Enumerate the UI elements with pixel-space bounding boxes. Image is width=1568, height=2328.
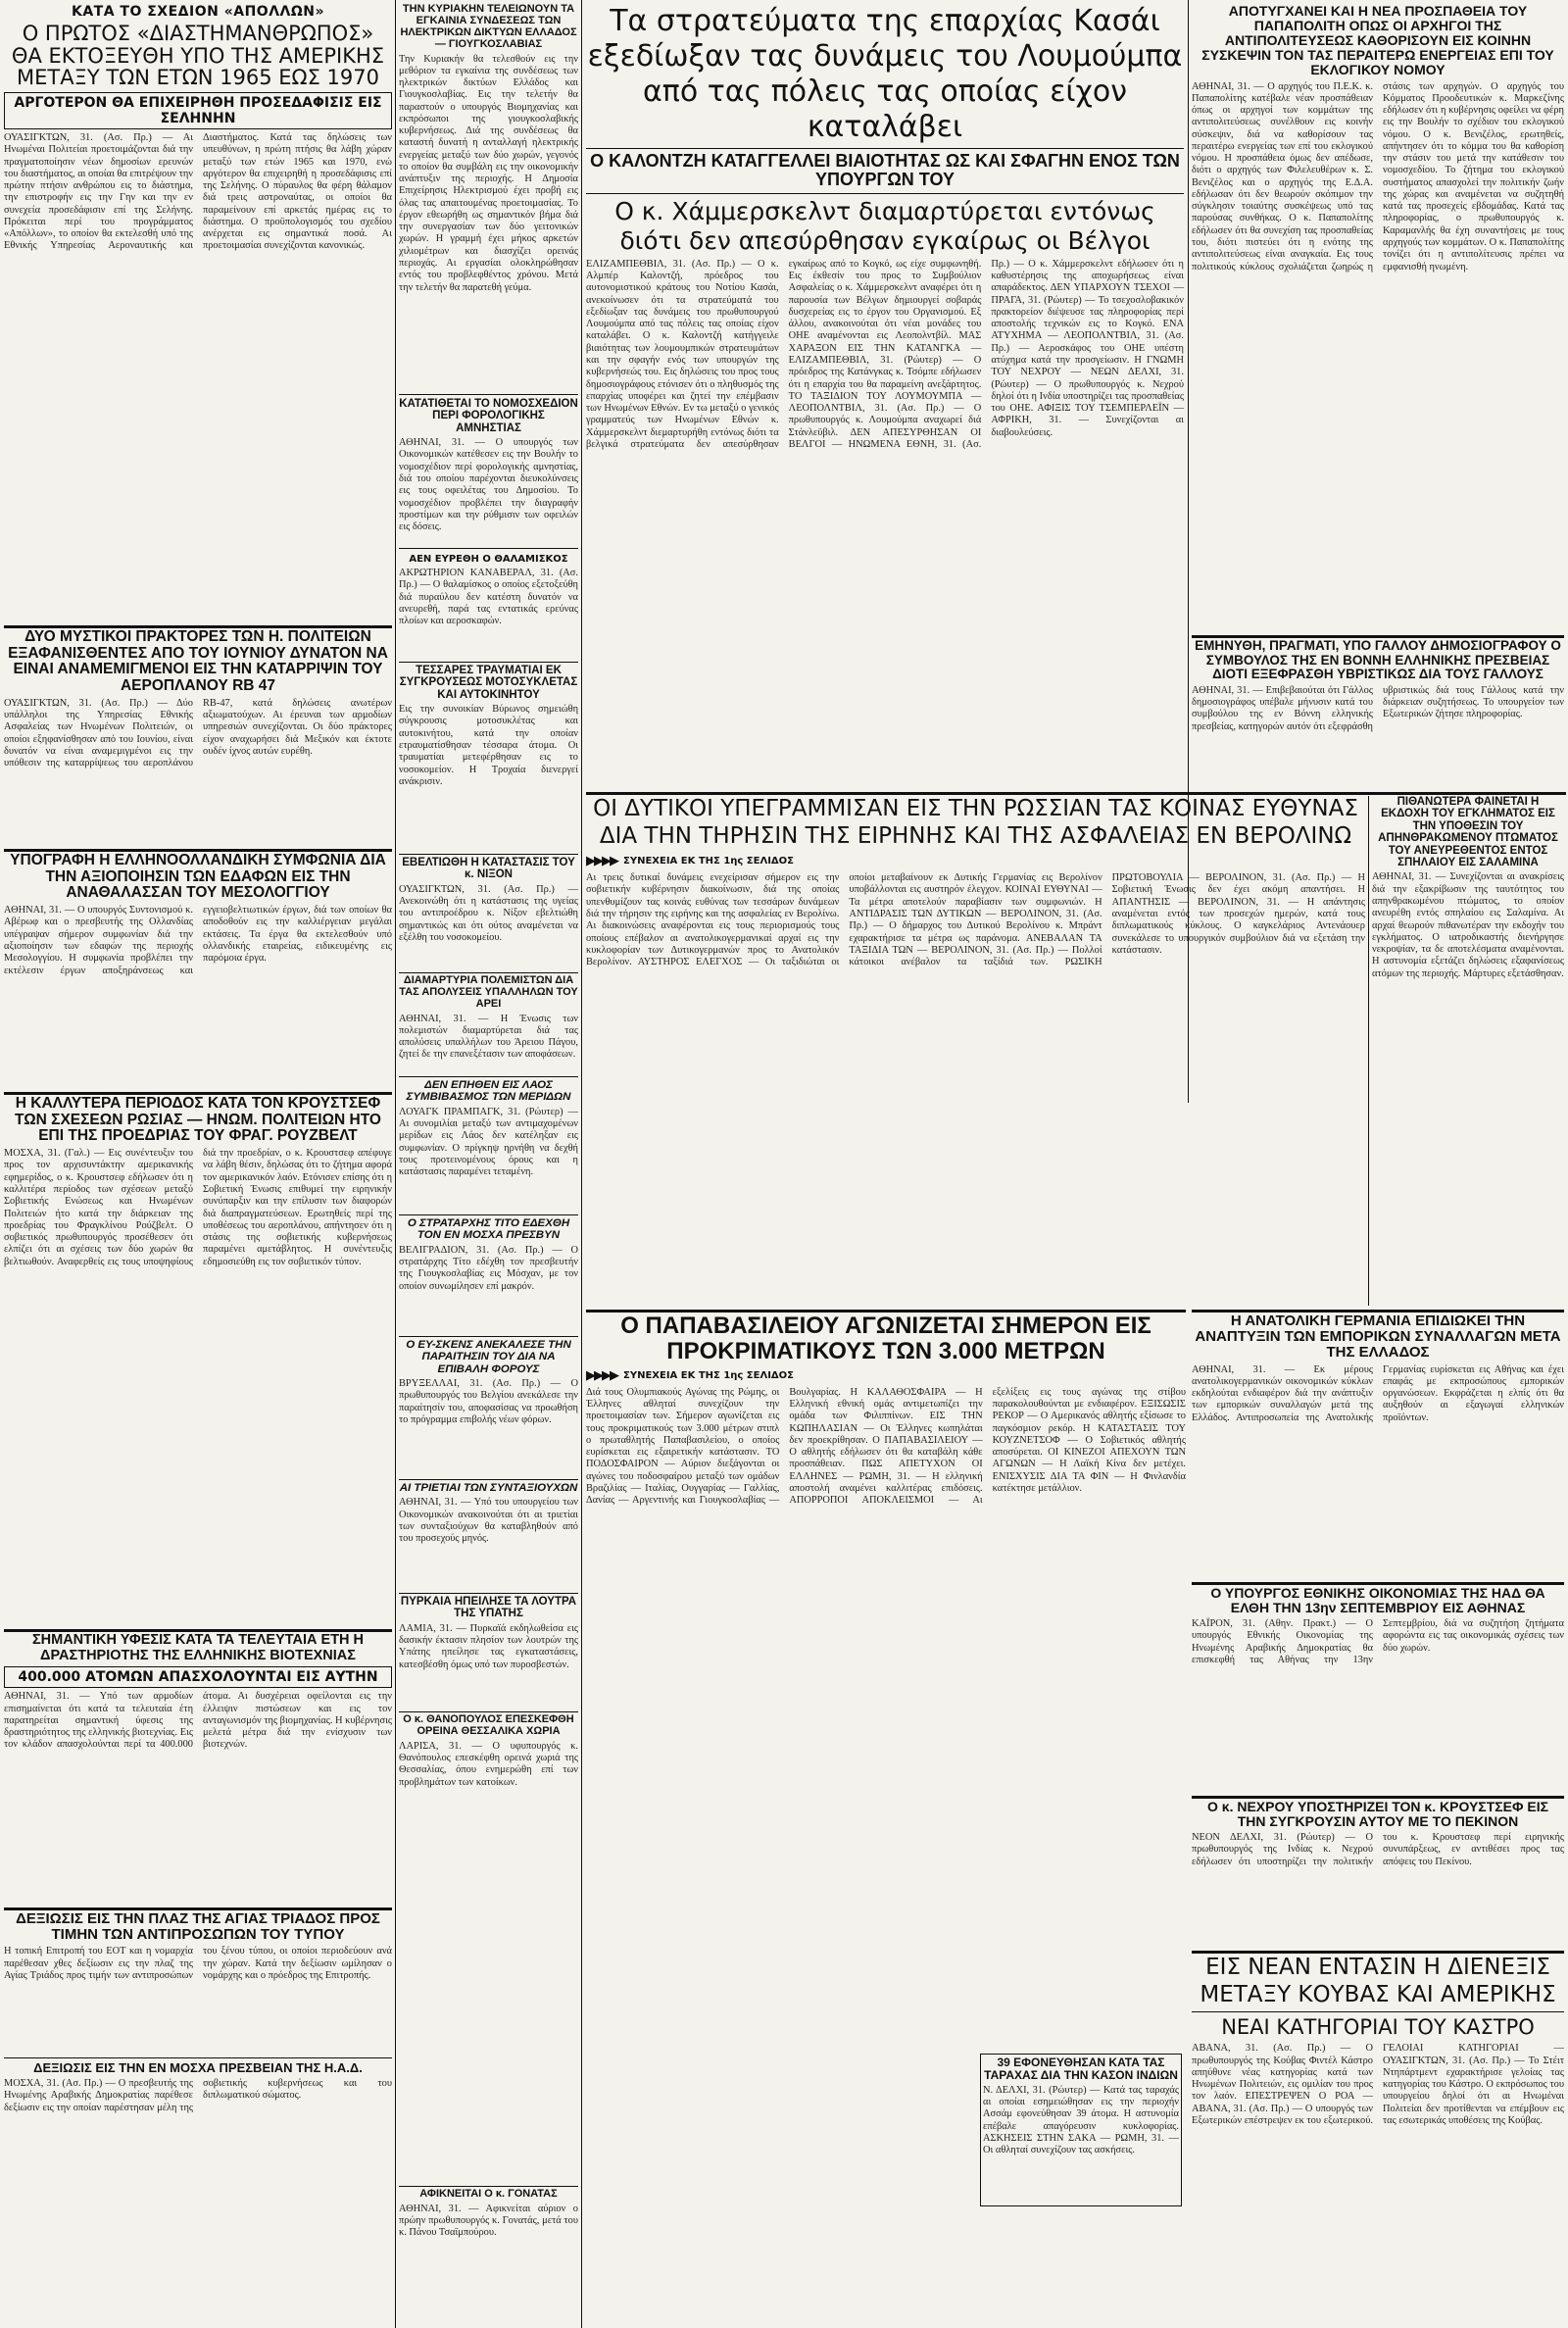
article-headline: ΕΒΕΛΤΙΩΘΗ Η ΚΑΤΑΣΤΑΣΙΣ ΤΟΥ κ. ΝΙΞΟΝ (402, 857, 575, 881)
article-headline: ΟΙ ΔΥΤΙΚΟΙ ΥΠΕΓΡΑΜΜΙΣΑΝ ΕΙΣ ΤΗΝ ΡΩΣΣΙΑΝ ΤΑΣ ΚΟΙΝΑΣ ΕΥΘΥΝΑΣ ΔΙΑ ΤΗΝ ΤΗΡΗΣΙΝ ΤΗΣ ΕΙΡΗΝΗΣ ΚΑΙ ΤΗΣ ΑΣΦΑΛΕΙΑΣ ΕΝ ΒΕΡΟΛΙΝΩ (593, 796, 1358, 849)
article-body: ΝΕΟΝ ΔΕΛΧΙ, 31. (Ρώυτερ) — Ο πρωθυπουργός της Ινδίας κ. Νεχρού εδήλωσεν ότι υποστηρίζει την πολιτικήν του κ. Κρουστσεφ περί ειρηνικής συνυπάρξεως, εν αντιθέσει προς τας απόψεις του Πεκίνου. (1192, 1832, 1564, 1867)
divider (4, 625, 392, 628)
article-body: ΜΟΣΧΑ, 31. (Ασ. Πρ.) — Ο πρεσβευτής της Ηνωμένης Αραβικής Δημοκρατίας παρέθεσε δεξίωσιν εις την οποίαν παρέστησαν μέλη της σοβιετικής κυβερνήσεως και του διπλωματικού σώματος. (4, 2078, 392, 2113)
article-headline: ΔΙΑΜΑΡΤΥΡΙΑ ΠΟΛΕΜΙΣΤΩΝ ΔΙΑ ΤΑΣ ΑΠΟΛΥΣΕΙΣ ΥΠΑΛΛΗΛΩΝ ΤΟΥ ΑΡΕΙ (399, 975, 578, 1010)
article-body: ΟΥΑΣΙΓΚΤΩΝ, 31. (Ασ. Πρ.) — Ανεκοινώθη ότι η κατάστασις της υγείας του αντιπροέδρου κ. Νίξον εβελτιώθη σημαντικώς και ότι ούτος αναμένεται να εξέλθη του νοσοκομείου. (399, 883, 578, 943)
article-headline: 39 ΕΦΟΝΕΥΘΗΣΑΝ ΚΑΤΑ ΤΑΣ ΤΑΡΑΧΑΣ ΔΙΑ ΤΗΝ ΚΑΣΟΝ ΙΝΔΙΩΝ (984, 2056, 1178, 2082)
article-power-grid (399, 4, 578, 391)
article-headline: Ο ΠΡΩΤΟΣ «ΔΙΑΣΤΗΜΑΝΘΡΩΠΟΣ» ΘΑ ΕΚΤΟΞΕΥΘΗ ΥΠΟ ΤΗΣ ΑΜΕΡΙΚΗΣ ΜΕΤΑΞΥ ΤΩΝ ΕΤΩΝ 1965 ΕΩΣ 1970 (11, 22, 385, 90)
article-veterans-protest (399, 975, 578, 1073)
article-papapolitis (1192, 4, 1564, 631)
article-body: Ν. ΔΕΛΧΙ, 31. (Ρώυτερ) — Κατά τας ταραχάς αι οποίαι εσημειώθησαν εις την περιοχήν Ασσάμ εφονεύθησαν 39 άτομα. Η αστυνομία επέβαλε απαγόρευσιν κυκλοφορίας. ΑΣΚΗΣΕΙΣ ΣΤΗΝ ΣΑΚΑ — ΡΩΜΗ, 31. — Οι αθληταί συνεχίζουν τας ασκήσεις. (983, 2084, 1179, 2156)
article-body: ΑΘΗΝΑΙ, 31. — Υπό των αρμοδίων επισημαίνεται ότι κατά τα τελευταία έτη παρατηρείται σημαντική ύφεσις της δραστηριότητος της ελληνικής βιοτεχνίας. Εις τον κλάδον απασχολούνται περί τα 400.000 άτομα. Αι δυσχέρειαι οφείλονται εις την έλλειψιν πιστώσεων και εις τον ανταγωνισμόν της βιομηχανίας. Η κυβέρνησις μελετά μέτρα διά την ενίσχυσιν των βιοτεχνών. (4, 1691, 392, 1751)
article-headline: Ο ΥΠΟΥΡΓΟΣ ΕΘΝΙΚΗΣ ΟΙΚΟΝΟΜΙΑΣ ΤΗΣ ΗΑΔ ΘΑ ΕΛΘΗ ΤΗΝ 13ην ΣΕΠΤΕΜΒΡΙΟΥ ΕΙΣ ΑΘΗΝΑΣ (1210, 1586, 1545, 1616)
divider (586, 193, 1184, 194)
article-headline: ΠΥΡΚΑΪΑ ΗΠΕΙΛΗΣΕ ΤΑ ΛΟΥΤΡΑ ΤΗΣ ΥΠΑΤΗΣ (400, 1596, 577, 1620)
divider (399, 1593, 578, 1594)
divider (1192, 1796, 1564, 1799)
article-headline: Η ΚΑΛΛΥΤΕΡΑ ΠΕΡΙΟΔΟΣ ΚΑΤΑ ΤΟΝ ΚΡΟΥΣΤΣΕΦ ΤΩΝ ΣΧΕΣΕΩΝ ΡΩΣΙΑΣ — ΗΝΩΜ. ΠΟΛΙΤΕΙΩΝ ΗΤΟ ΕΠΙ ΤΗΣ ΠΡΟΕΔΡΙΑΣ ΤΟΥ ΦΡΑΓ. ΡΟΥΖΒΕΛΤ (15, 1096, 381, 1145)
article-subheadline: ΑΡΓΟΤΕΡΟΝ ΘΑ ΕΠΙΧΕΙΡΗΘΗ ΠΡΟΣΕΔΑΦΙΣΙΣ ΕΙΣ ΣΕΛΗΝΗΝ (4, 92, 392, 129)
divider (1192, 1310, 1564, 1313)
article-bonn-embassy (1192, 639, 1564, 786)
article-body: ΑΘΗΝΑΙ, 31. — Ο υπουργός των Οικονομικών κατέθεσεν εις την Βουλήν το νομοσχέδιον περί φορολογικής αμνηστίας, διά του οποίου παρέχονται διευκολύνσεις εις τους οφειλέτας του Δημοσίου. Το νομοσχέδιον προβλέπει την διαγραφήν προστίμων και την ρύθμισιν των οφειλών εις δόσεις. (399, 437, 578, 533)
divider (586, 1310, 1186, 1313)
divider (399, 662, 578, 663)
article-headline: ΑΦΙΚΝΕΙΤΑΙ Ο κ. ΓΟΝΑΤΑΣ (419, 2189, 558, 2200)
divider (399, 1479, 578, 1480)
article-headline: ΔΥΟ ΜΥΣΤΙΚΟΙ ΠΡΑΚΤΟΡΕΣ ΤΩΝ Η. ΠΟΛΙΤΕΙΩΝ ΕΞΑΦΑΝΙΣΘΕΝΤΕΣ ΑΠΟ ΤΟΥ ΙΟΥΝΙΟΥ ΔΥΝΑΤΟΝ ΝΑ ΕΙΝΑΙ ΑΝΑΜΕΜΙΓΜΕΝΟΙ ΕΙΣ ΤΗΝ ΚΑΤΑΡΡΙΨΙΝ ΤΟΥ ΑΕΡΟΠΛΑΝΟΥ RB 47 (8, 629, 388, 695)
article-headline: ΕΜΗΝΥΘΗ, ΠΡΑΓΜΑΤΙ, ΥΠΟ ΓΑΛΛΟΥ ΔΗΜΟΣΙΟΓΡΑΦΟΥ Ο ΣΥΜΒΟΥΛΟΣ ΤΗΣ ΕΝ ΒΟΝΝΗ ΕΛΛΗΝΙΚΗΣ ΠΡΕΣΒΕΙΑΣ ΔΙΟΤΙ ΕΞΕΦΡΑΣΘΗ ΥΒΡΙΣΤΙΚΩΣ ΔΙΑ ΤΟΥΣ ΓΑΛΛΟΥΣ (1195, 639, 1561, 682)
article-laos (399, 1079, 578, 1212)
article-body: ΕΛΙΖΑΜΠΕΘΒΙΛ, 31. (Ασ. Πρ.) — Ο κ. Αλμπέρ Καλοντζή, πρόεδρος του αυτονομιστικού κράτους του Νοτίου Κασάι, ανεκοίνωσεν ότι τα στρατεύματά του εξεδίωξαν τας δυνάμεις του πρωθυπουργού Λουμούμπα από τας πόλεις τας οποίας είχον καταλάβει. Ο κ. Καλοντζή κατήγγειλε βιαιότητας των λουμουμπικών στρατευμάτων και την σφαγήν ενός των υπουργών της κυβερνήσεώς του. Εις δηλώσεις του προς τους δημοσιογράφους ετόνισεν ότι ο πληθυσμός της επαρχίας υποφέρει και ζητεί την επέμβασιν των Ηνωμένων Εθνών. Εν τω μεταξύ ο γενικός γραμματεύς των Ηνωμένων Εθνών κ. Χάμμερσκελντ διεμαρτυρήθη εντόνως διότι τα βελγικά στρατεύματα δεν απεσύρθησαν εγκαίρως από το Κογκό, ως είχε συμφωνηθή. Εις έκθεσίν του προς το Συμβούλιον Ασφαλείας ο κ. Χάμμερσκελντ αναφέρει ότι η παρουσία των Βέλγων δημιουργεί σοβαράς δυσχερείας εις το έργον του Οργανισμού. Εξ άλλου, ανακοινούται ότι νέαι μονάδες του ΟΗΕ αναμένονται εις Λεοπολντβίλ. ΜΑΣ ΧΑΡΑΞΟΝ ΕΙΣ ΤΗΝ ΚΑΤΑΝΓΚΑ — ΕΛΙΖΑΜΠΕΘΒΙΛ, 31. (Ρώυτερ) — Ο πρόεδρος της Κατάνγκας κ. Τσόμπε εδήλωσεν ότι η επαρχία του θα παραμείνη ανεξάρτητος. ΤΟ ΤΑΞΙΔΙΟΝ ΤΟΥ ΛΟΥΜΟΥΜΠΑ — ΛΕΟΠΟΛΝΤΒΙΛ, 31. (Ασ. Πρ.) — Ο πρωθυπουργός κ. Λουμούμπα αναχωρεί διά Στάνλεϋβιλ. ΔΕΝ ΑΠΕΣΥΡΘΗΣΑΝ ΟΙ ΒΕΛΓΟΙ — ΗΝΩΜΕΝΑ ΕΘΝΗ, 31. (Ασ. Πρ.) — Ο κ. Χάμμερσκελντ εδήλωσεν ότι η καθυστέρησις της αποχωρήσεως είναι απαράδεκτος. ΔΕΝ ΥΠΑΡΧΟΥΝ ΤΣΕΧΟΙ — ΠΡΑΓΑ, 31. (Ρώυτερ) — Το τσεχοσλοβακικόν πρακτορείον διέψευσε τας πληροφορίας περί αποστολής τεχνικών εις το Κογκό. ΕΝΑ ΑΤΥΧΗΜΑ — ΛΕΟΠΟΛΝΤΒΙΛ, 31. (Ασ. Πρ.) — Αεροσκάφος του ΟΗΕ υπέστη ατύχημα κατά την προσγείωσιν. Η ΓΝΩΜΗ ΤΟΥ ΝΕΧΡΟΥ — ΝΕΩΝ ΔΕΛΧΙ, 31. (Ρώυτερ) — Ο πρωθυπουργός κ. Νεχρού δηλοί ότι η Ινδία υποστηρίζει τας προσπαθείας του ΟΗΕ. ΑΦΙΞΙΣ ΤΟΥ ΤΣΕΜΠΕΡΛΕΪΝ — ΑΦΡΙΚΗ, 31. — Συνεχίζονται αι διαβουλεύσεις. (586, 258, 1184, 450)
divider (4, 1629, 392, 1632)
divider (586, 148, 1184, 149)
article-eyskens (399, 1339, 578, 1476)
article-body: ΑΒΑΝΑ, 31. (Ασ. Πρ.) — Ο πρωθυπουργός της Κούβας Φιντέλ Κάστρο απηύθυνε νέας κατηγορίας κατά των Ηνωμένων Πολιτειών, εις ομιλίαν του προς τον λαόν. ΕΠΕΣΤΡΕΨΕΝ Ο ΡΟΑ — ΑΒΑΝΑ, 31. (Ασ. Πρ.) — Ο υπουργός των Εξωτερικών επέστρεψεν εκ του εξωτερικού. ΓΕΛΟΙΑΙ ΚΑΤΗΓΟΡΙΑΙ — ΟΥΑΣΙΓΚΤΩΝ, 31. (Ασ. Πρ.) — Το Στέιτ Ντηπάρτμεντ εχαρακτήρισε γελοίας τας κατηγορίας του Κάστρο. Ο εκπρόσωπος του υπουργείου δηλοί ότι αι Ηνωμέναι Πολιτείαι δεν προτίθενται να επέμβουν εις τας εσωτερικάς υποθέσεις της Κούβας. (1192, 2043, 1564, 2126)
article-body: ΑΘΗΝΑΙ, 31. — Συνεχίζονται αι ανακρίσεις διά την εξακρίβωσιν της ταυτότητος του απηνθρακωμένου πτώματος, το οποίον ανευρέθη εντός σπηλαίου εις Σαλαμίνα. Αι αρχαί θεωρούν πιθανωτέραν την εκδοχήν του εγκλήματος. Ο ιατροδικαστής διενήργησε νεκροψίαν, τα δε αποτελέσματα αναμένονται. Η αστυνομία εξετάζει δηλώσεις εξαφανίσεως ατόμων της περιοχής. Μάρτυρες εξετάσθησαν. (1372, 871, 1564, 979)
column-rule (395, 0, 396, 2328)
article-headline: ΔΕΞΙΩΣΙΣ ΕΙΣ ΤΗΝ ΠΛΑΖ ΤΗΣ ΑΓΙΑΣ ΤΡΙΑΔΟΣ ΠΡΟΣ ΤΙΜΗΝ ΤΩΝ ΑΝΤΙΠΡΟΣΩΠΩΝ ΤΟΥ ΤΥΠΟΥ (16, 1911, 380, 1944)
divider (1192, 2011, 1564, 2012)
article-body: ΚΑΪΡΟΝ, 31. (Αθην. Πρακτ.) — Ο υπουργός Εθνικής Οικονομίας της Ηνωμένης Αραβικής Δημοκρατίας θα επισκεφθή τας Αθήνας την 13ην Σεπτεμβρίου, διά να συζητήση ζητήματα αφορώντα εις τας οικονομικάς σχέσεις των δύο χωρών. (1192, 1618, 1564, 1666)
article-body: ΑΘΗΝΑΙ, 31. — Ο αρχηγός του Π.Ε.Κ. κ. Παπαπολίτης κατέβαλε νέαν προσπάθειαν όπως οι αρχηγοί των κομμάτων της αντιπολιτεύσεως συνέλθουν εις κοινήν σύσκεψιν, διά να καθορίσουν τας περαιτέρω ενεργείας των επί του εκλογικού νόμου. Η προσπάθεια όμως δεν απέδωσε, διότι ο αρχηγός των Φιλελευθέρων κ. Σ. Βενιζέλος και ο αρχηγός της Ε.Δ.Α. εδήλωσαν ότι δεν θεωρούν σκόπιμον την σύγκλησιν τοιαύτης συσκέψεως υπό τας παρούσας συνθήκας. Ο κ. Παπαπολίτης εδήλωσεν ότι θα συνεχίση τας προσπαθείας του, διότι πιστεύει ότι η ενότης της αντιπολιτεύσεως είναι αναγκαία. Εις τους πολιτικούς κύκλους σχολιάζεται ζωηρώς η στάσις των αρχηγών. Ο αρχηγός του Κόμματος Προοδευτικών κ. Μαρκεζίνης εδήλωσεν ότι η κυβέρνησις οφείλει να φέρη εις την Βουλήν το σχέδιον του εκλογικού νόμου. Ο κ. Βενιζέλος, ερωτηθείς, απήντησεν ότι το κόμμα του θα καθορίση την στάσιν του μετά την κατάθεσιν του νομοσχεδίου. Το ζήτημα του εκλογικού συστήματος απασχολεί την πολιτικήν ζωήν της χώρας και αναμένεται να συζητηθή κατά τας προσεχείς εβδομάδας. Κατά τας πληροφορίας, ο πρωθυπουργός κ. Καραμανλής θα έχη συναντήσεις με τους αρχηγούς των κομμάτων. Ο κ. Παπαπολίτης τονίζει ότι η αντιπολίτευσις πρέπει να εμφανισθή ηνωμένη. (1192, 80, 1564, 272)
divider (399, 972, 578, 973)
continuation-arrows-icon: ▶▶▶▶ (586, 854, 617, 869)
article-body: ΟΥΑΣΙΓΚΤΩΝ, 31. (Ασ. Πρ.) — Αι Ηνωμέναι Πολιτείαι προετοιμάζονται διά την πραγματοποίησιν νέων δημοσίων ερευνών του διαστήματος, αι οποίαι θα επιτρέψουν την πρώτην πτήσιν ανθρώπου εις το διάστημα, την επιστροφήν εις την Γην και την εν συνεχεία προσεδάφισιν επί της Σελήνης. Πρόκειται περί του προγράμματος «Απόλλων», το οποίον θα εκτελεσθή υπό της Εθνικής Υπηρεσίας Αεροναυτικής και Διαστήματος. Κατά τας δηλώσεις των υπευθύνων, η πρώτη πτήσις θα λάβη χώραν μεταξύ των ετών 1965 και 1970, ενώ αργότερον θα επιχειρηθή η προσεδάφισις επί της Σελήνης. Ο πύραυλος θα φέρη θάλαμον διά τρεις αστροναύτας, οι οποίοι θα παραμείνουν επί αρκετάς ημέρας εις το διάστημα. Ο προϋπολογισμός του σχεδίου ανέρχεται εις σημαντικά ποσά. Αι προετοιμασίαι συνεχίζονται κανονικώς. (4, 132, 392, 252)
article-khrushchev (4, 1096, 392, 1625)
article-body: ΜΟΣΧΑ, 31. (Γαλ.) — Εις συνέντευξιν του προς τον αρχισυντάκτην αμερικανικής εφημερίδος, ο κ. Κρουστσεφ εδήλωσεν ότι η καλλιτέρα περίοδος των σχέσεων μεταξύ Σοβιετικής Ενώσεως και Ηνωμένων Πολιτειών ήτο κατά την διάρκειαν της προεδρίας του Φραγκλίνου Ρούζβελτ. Ο σοβιετικός πρωθυπουργός προσέθεσεν ότι ελπίζει ότι αι σχέσεις των δύο χωρών θα βελτιωθούν. Αναφερθείς εις τους υποψηφίους διά την προεδρίαν, ο κ. Κρουστσεφ απέφυγε να λάβη θέσιν, δηλώσας ότι το ζήτημα αφορά τον αμερικανικόν λαόν. Ετόνισεν επίσης ότι η Σοβιετική Ένωσις επιθυμεί την ειρηνικήν συνύπαρξιν και την επίλυσιν των διαφορών διά διαπραγματεύσεων. Ερωτηθείς περί της υποθέσεως του αεροπλάνου, απήντησεν ότι η στάσις της σοβιετικής κυβερνήσεως παραμένει αμετάβλητος. Η συνέντευξις εδημοσιεύθη εις τον σοβιετικόν τύπον. (4, 1148, 392, 1267)
article-headline: Ο κ. ΘΑΝΟΠΟΥΛΟΣ ΕΠΕΣΚΕΦΘΗ ΟΡΕΙΝΑ ΘΕΣΣΑΛΙΚΑ ΧΩΡΙΑ (403, 1714, 574, 1737)
divider (1192, 1951, 1564, 1954)
article-headline: ΚΑΤΑΤΙΘΕΤΑΙ ΤΟ ΝΟΜΟΣΧΕΔΙΟΝ ΠΕΡΙ ΦΟΡΟΛΟΓΙΚΗΣ ΑΜΝΗΣΤΙΑΣ (399, 398, 578, 434)
article-subheadline: ΝΕΑΙ ΚΑΤΗΓΟΡΙΑΙ ΤΟΥ ΚΑΣΤΡΟ (1221, 2015, 1535, 2040)
article-body: ΑΘΗΝΑΙ, 31. — Εκ μέρους ανατολικογερμανικών οικονομικών κύκλων εκδηλούται ενδιαφέρον διά την ανάπτυξιν των εμπορικών συναλλαγών μετά της Ελλάδος. Αντιπροσωπεία της Ανατολικής Γερμανίας ευρίσκεται εις Αθήνας και έχει επαφάς με εκπροσώπους εμπορικών οργανώσεων. Εκφράζεται η ελπίς ότι θα αυξηθούν αι εξαγωγαί ελληνικών προϊόντων. (1192, 1363, 1564, 1423)
article-body: ΟΥΑΣΙΓΚΤΩΝ, 31. (Ασ. Πρ.) — Δύο υπάλληλοι της Υπηρεσίας Εθνικής Ασφαλείας των Ηνωμένων Πολιτειών, οι οποίοι εξηφανίσθησαν από του Ιουνίου, είναι δυνατόν να είναι αναμεμιγμένοι εις την υπόθεσιν της καταρρίψεως του αεροπλάνου RB-47, κατά δηλώσεις ανωτέρων αξιωματούχων. Αι έρευναι των αρμοδίων υπηρεσιών συνεχίζονται. Οι δύο πράκτορες είχον αναχωρήσει διά Μεξικόν και έκτοτε ουδέν ίχνος αυτών ευρέθη. (4, 697, 392, 769)
article-body: ΛΟΥΑΓΚ ΠΡΑΜΠΑΓΚ, 31. (Ρώυτερ) — Αι συνομιλίαι μεταξύ των αντιμαχομένων μερίδων εις Λάος δεν κατέληξαν εις συμφωνίαν. Ο πρίγκηψ ηρνήθη να δεχθή τους προτεινομένους όρους και η κατάστασις παραμένει τεταμένη. (399, 1106, 578, 1178)
column-rule (1368, 796, 1369, 1306)
article-pensioners (399, 1482, 578, 1590)
divider (399, 394, 578, 395)
article-thanopoulos (399, 1714, 578, 2008)
article-berlin (586, 796, 1365, 1306)
article-press-reception (4, 1911, 392, 2054)
article-headline: Τα στρατεύματα της επαρχίας Κασάι εξεδίωξαν τας δυνάμεις του Λουμούμπα από τας πόλεις τας οποίας είχον καταλάβει (587, 4, 1183, 144)
article-body: Η τοπική Επιτροπή του ΕΟΤ και η νομαρχία παρέθεσαν χθες δεξίωσιν εις την πλαζ της Αγίας Τριάδος προς τιμήν των αντιπροσώπων του ξένου τύπου, οι οποίοι περιοδεύουν ανά την χώραν. Κατά την δεξίωσιν ωμίλησαν ο νομάρχης και ο πρόεδρος της Επιτροπής. (4, 1946, 392, 1981)
article-capsule (399, 551, 578, 659)
article-body: ΒΕΛΙΓΡΑΔΙΟΝ, 31. (Ασ. Πρ.) — Ο στρατάρχης Τίτο εδέχθη τον πρεσβευτήν της Γιουγκοσλαβίας εις Μόσχαν, με τον οποίον συνωμίλησεν επί μακρόν. (399, 1244, 578, 1292)
article-body: ΑΘΗΝΑΙ, 31. — Επιβεβαιούται ότι Γάλλος δημοσιογράφος υπέβαλε μήνυσιν κατά του συμβούλου της εν Βόννη ελληνικής πρεσβείας, κατηγορών αυτόν ότι εξεφράσθη υβριστικώς διά τους Γάλλους κατά την διάρκειαν συζητήσεως. Το υπουργείον των Εξωτερικών ζήτησε πληροφορίας. (1192, 684, 1564, 732)
article-headline: Ο ΠΑΠΑΒΑΣΙΛΕΙΟΥ ΑΓΩΝΙΖΕΤΑΙ ΣΗΜΕΡΟΝ ΕΙΣ ΠΡΟΚΡΙΜΑΤΙΚΟΥΣ ΤΩΝ 3.000 ΜΕΤΡΩΝ (620, 1313, 1152, 1364)
article-headline: Η ΑΝΑΤΟΛΙΚΗ ΓΕΡΜΑΝΙΑ ΕΠΙΔΙΩΚΕΙ ΤΗΝ ΑΝΑΠΤΥΞΙΝ ΤΩΝ ΕΜΠΟΡΙΚΩΝ ΣΥΝΑΛΛΑΓΩΝ ΜΕΤΑ ΤΗΣ ΕΛΛΑΔΟΣ (1195, 1313, 1561, 1362)
article-fire-ypati (399, 1596, 578, 1709)
article-body: ΒΡΥΞΕΛΛΑΙ, 31. (Ασ. Πρ.) — Ο πρωθυπουργός του Βελγίου ανεκάλεσε την παραίτησίν του, αποφασίσας να προωθήση το πρόγραμμα επιβολής νέων φόρων. (399, 1378, 578, 1426)
article-subheadline: 400.000 ΑΤΟΜΩΝ ΑΠΑΣΧΟΛΟΥΝΤΑΙ ΕΙΣ ΑΥΤΗΝ (4, 1666, 392, 1688)
divider (399, 2186, 578, 2187)
divider (399, 1076, 578, 1077)
article-headline: Ο ΕΥ-ΣΚΕΝΣ ΑΝΕΚΑΛΕΣΕ ΤΗΝ ΠΑΡΑΙΤΗΣΙΝ ΤΟΥ ΔΙΑ ΝΑ ΕΠΙΒΑΛΗ ΦΟΡΟΥΣ (406, 1339, 571, 1375)
article-greek-dutch-agreement (4, 853, 392, 1088)
article-kicker: ΚΑΤΑ ΤΟ ΣΧΕΔΙΟΝ «ΑΠΟΛΛΩΝ» (71, 4, 325, 20)
article-headline: ΣΗΜΑΝΤΙΚΗ ΥΦΕΣΙΣ ΚΑΤΑ ΤΑ ΤΕΛΕΥΤΑΙΑ ΕΤΗ Η ΔΡΑΣΤΗΡΙΟΤΗΣ ΤΗΣ ΕΛΛΗΝΙΚΗΣ ΒΙΟΤΕΧΝΙΑΣ (31, 1633, 365, 1663)
continuation-arrows-icon: ▶▶▶▶ (586, 1367, 617, 1383)
article-assam-box (980, 2054, 1182, 2206)
article-headline: ΔΕΞΙΩΣΙΣ ΕΙΣ ΤΗΝ ΕΝ ΜΟΣΧΑ ΠΡΕΣΒΕΙΑΝ ΤΗΣ Η.Α.Δ. (33, 2061, 363, 2075)
article-body: Αι τρεις δυτικαί δυνάμεις ενεχείρισαν σήμερον εις την σοβιετικήν κυβέρνησιν διακοίνωσιν, διά της οποίας υπενθυμίζουν τας κοινάς ευθύνας των τεσσάρων δυνάμεων διά την τήρησιν της ειρήνης και της ασφαλείας εν Βερολίνω. Αι διακοινώσεις αναφέρονται εις τους περιορισμούς τους οποίους επέβαλον αι ανατολικογερμανικαί αρχαί εις την κυκλοφορίαν των Δυτικογερμανών προς το Ανατολικόν Βερολίνον. ΑΥΣΤΗΡΟΣ ΕΛΕΓΧΟΣ — Οι ταξιδιώται οι οποίοι μεταβαίνουν εκ Δυτικής Γερμανίας εις Βερολίνον υποβάλλονται εις αυστηρόν έλεγχον. ΚΟΙΝΑΙ ΕΥΘΥΝΑΙ — Τα μέτρα αποτελούν παραβίασιν των συμφωνιών. Η ΑΝΤΙΔΡΑΣΙΣ ΤΩΝ ΔΥΤΙΚΩΝ — ΒΕΡΟΛΙΝΟΝ, 31. (Ασ. Πρ.) — Ο δήμαρχος του Δυτικού Βερολίνου κ. Μπράντ εχαρακτήρισε τα μέτρα ως παράνομα. ΑΝΕΒΑΛΑΝ ΤΑ ΤΑΞΙΔΙΑ ΤΩΝ — ΒΕΡΟΛΙΝΟΝ, 31. (Ασ. Πρ.) — Πολλοί κάτοικοι ανέβαλον τα ταξίδιά των. ΡΩΣΙΚΗ ΠΡΩΤΟΒΟΥΛΙΑ — ΒΕΡΟΛΙΝΟΝ, 31. (Ασ. Πρ.) — Η Σοβιετική Ένωσις δεν έχει ακόμη απαντήσει. Η ΑΠΑΝΤΗΣΙΣ — ΒΕΡΟΛΙΝΟΝ, 31. — Η απάντησις αναμένεται εντός των προσεχών ημερών, κατά τους διπλωματικούς κύκλους. Ο καγκελάριος Αντενάουερ συνεκάλεσε το υπουργικόν συμβούλιον διά να εξετάση την κατάστασιν. (586, 872, 1365, 968)
article-uar-minister (1192, 1586, 1564, 1792)
divider (399, 548, 578, 549)
article-body: ΑΚΡΩΤΗΡΙΟΝ ΚΑΝΑΒΕΡΑΛ, 31. (Ασ. Πρ.) — Ο θαλαμίσκος ο οποίος εξετοξεύθη διά πυραύλου δεν κατέστη δυνατόν να ανευρεθή, παρά τας εντατικάς ερεύνας πλοίων και αεροσκαφών. (399, 568, 578, 627)
divider (399, 854, 578, 855)
article-cuba (1192, 1955, 1564, 2324)
article-headline: Ο κ. ΝΕΧΡΟΥ ΥΠΟΣΤΗΡΙΖΕΙ ΤΟΝ κ. ΚΡΟΥΣΤΣΕΦ ΕΙΣ ΤΗΝ ΣΥΓΚΡΟΥΣΙΝ ΑΥΤΟΥ ΜΕ ΤΟ ΠΕΚΙΝΟΝ (1206, 1800, 1549, 1830)
divider (399, 1336, 578, 1337)
article-nehru (1192, 1800, 1564, 1947)
article-gonatas (399, 2189, 578, 2324)
article-headline: Ο ΣΤΡΑΤΑΡΧΗΣ ΤΙΤΟ ΕΔΕΧΘΗ ΤΟΝ ΕΝ ΜΟΣΧΑ ΠΡΕΣΒΥΝ (407, 1217, 570, 1242)
article-headline: ΕΙΣ ΝΕΑΝ ΕΝΤΑΣΙΝ Η ΔΙΕΝΕΞΙΣ ΜΕΤΑΞΥ ΚΟΥΒΑΣ ΚΑΙ ΑΜΕΡΙΚΗΣ (1200, 1955, 1556, 2007)
article-nixon (399, 857, 578, 969)
article-body: ΑΘΗΝΑΙ, 31. — Αφικνείται αύριον ο πρώην πρωθυπουργός κ. Γονατάς, μετά του κ. Πάνου Τσαϊμπούρου. (399, 2203, 578, 2239)
article-body: Την Κυριακήν θα τελεσθούν εις την μεθόριον τα εγκαίνια της συνδέσεως των ηλεκτρικών δικτύων Ελλάδος και Γιουγκοσλαβίας. Εις την τελετήν θα παραστούν ο υπουργός Βιομηχανίας και εκπρόσωποι της γιουγκοσλαβικής κυβερνήσεως. Διά της συνδέσεως θα καταστή δυνατή η ανταλλαγή ηλεκτρικής ενεργείας μεταξύ των δύο χωρών, γεγονός το οποίον θα συμβάλη εις την οικονομικήν ανάπτυξιν της περιοχής. Η Δημοσία Επιχείρησις Ηλεκτρισμού έχει προβή εις όλας τας απαιτουμένας προετοιμασίας. Το έργον εθεωρήθη ως σημαντικόν βήμα διά την συνεργασίαν των δύο γειτονικών χωρών. Η γραμμή έχει μήκος αρκετών χιλιομέτρων και διασχίζει ορεινάς περιοχάς. Αι εργασίαι ολοκληρώθησαν εντός του προβλεφθέντος χρόνου. Μετά την τελετήν θα παρατεθή γεύμα. (399, 53, 578, 293)
article-headline: ΠΙΘΑΝΩΤΕΡΑ ΦΑΙΝΕΤΑΙ Η ΕΚΔΟΧΗ ΤΟΥ ΕΓΚΛΗΜΑΤΟΣ ΕΙΣ ΤΗΝ ΥΠΟΘΕΣΙΝ ΤΟΥ ΑΠΗΝΘΡΑΚΩΜΕΝΟΥ ΠΤΩΜΑΤΟΣ ΤΟΥ ΑΝΕΥΡΕΘΕΝΤΟΣ ΕΝΤΟΣ ΣΠΗΛΑΙΟΥ ΕΙΣ ΣΑΛΑΜΙΝΑ (1378, 796, 1558, 869)
article-headline: ΤΗΝ ΚΥΡΙΑΚΗΝ ΤΕΛΕΙΩΝΟΥΝ ΤΑ ΕΓΚΑΙΝΙΑ ΣΥΝΔΕΣΕΩΣ ΤΩΝ ΗΛΕΚΤΡΙΚΩΝ ΔΙΚΤΥΩΝ ΕΛΛΑΔΟΣ — ΓΙΟΥΓΚΟΣΛΑΒΙΑΣ (400, 4, 577, 50)
article-crafts (4, 1633, 392, 1904)
article-body: Διά τους Ολυμπιακούς Αγώνας της Ρώμης, οι Έλληνες αθληταί συνεχίζουν την προετοιμασίαν των. Σήμερον αγωνίζεται εις τους προκριματικούς των 3.000 μέτρων στιπλ ο πρωταθλητής Παπαβασιλείου, ο οποίος ευρίσκεται εις εξαιρετικήν κατάστασιν. ΤΟ ΠΟΔΟΣΦΑΙΡΟΝ — Αύριον διεξάγονται οι αγώνες του ποδοσφαίρου μεταξύ των ομάδων Βραζιλίας — Ιταλίας, Ουγγαρίας — Γαλλίας, Δανίας — Αργεντινής και Γιουγκοσλαβίας — Βουλγαρίας. Η ΚΑΛΑΘΟΣΦΑΙΡΑ — Η Ελληνική εθνική ομάς αντιμετωπίζει την ομάδα των Φιλιππίνων. ΕΙΣ ΤΗΝ ΚΩΠΗΛΑΣΙΑΝ — Οι Έλληνες κωπηλάται δεν προεκρίθησαν. Ο ΠΑΠΑΒΑΣΙΛΕΙΟΥ — Ο αθλητής εδήλωσεν ότι θα καταβάλη κάθε προσπάθειαν. ΠΩΣ ΑΠΕΤΥΧΟΝ ΟΙ ΕΛΛΗΝΕΣ — ΡΩΜΗ, 31. — Η ελληνική αποστολή αναμένει καλλιτέρας επιδόσεις. ΑΠΟΡΡΟΠΟΙ ΑΠΟΚΛΕΙΣΜΟΙ — Αι εξελίξεις εις τους αγώνας της στίβου παρακολουθούνται με ενδιαφέρον. ΕΞΙΣΩΣΙΣ ΡΕΚΟΡ — Ο Αμερικανός αθλητής εξίσωσε το παγκόσμιον ρεκόρ. Η ΚΑΤΑΣΤΑΣΙΣ ΤΟΥ ΚΟΥΖΝΕΤΣΟΦ — Ο Σοβιετικός αθλητής αποσύρεται. ΟΙ ΚΙΝΕΖΟΙ ΑΠΕΧΟΥΝ ΤΩΝ ΑΓΩΝΩΝ — Η Λαϊκή Κίνα δεν μετέχει. ΕΝΙΣΧΥΣΙΣ ΔΙΑ ΤΑ ΦΙΝ — Η Φινλανδία κατέκτησε μετάλλιον. (586, 1386, 1186, 1507)
divider (1192, 1582, 1564, 1585)
article-tax-amnesty (399, 398, 578, 545)
divider (4, 849, 392, 852)
article-headline: ΑΠΟΤΥΓΧΑΝΕΙ ΚΑΙ Η ΝΕΑ ΠΡΟΣΠΑΘΕΙΑ ΤΟΥ ΠΑΠΑΠΟΛΙΤΗ ΟΠΩΣ ΟΙ ΑΡΧΗΓΟΙ ΤΗΣ ΑΝΤΙΠΟΛΙΤΕΥΣΕΩΣ ΚΑΘΟΡΙΣΟΥΝ ΕΙΣ ΚΟΙΝΗΝ ΣΥΣΚΕΨΙΝ ΤΟΝ ΤΑΣ ΠΕΡΑΙΤΕΡΩ ΕΝΕΡΓΕΙΑΣ ΕΠΙ ΤΟΥ ΕΚΛΟΓΙΚΟΥ ΝΟΜΟΥ (1201, 4, 1554, 78)
article-headline: ΔΕΝ ΕΠΗΘΕΝ ΕΙΣ ΛΑΟΣ ΣΥΜΒΙΒΑΣΜΟΣ ΤΩΝ ΜΕΡΙΔΩΝ (406, 1079, 571, 1104)
article-headline: ΤΕΣΣΑΡΕΣ ΤΡΑΥΜΑΤΙΑΙ ΕΚ ΣΥΓΚΡΟΥΣΕΩΣ ΜΟΤΟΣΥΚΛΕΤΑΣ ΚΑΙ ΑΥΤΟΚΙΝΗΤΟΥ (399, 665, 578, 701)
column-rule (581, 0, 582, 2328)
article-body: Εις την συνοικίαν Βύρωνος σημειώθη σύγκρουσις μοτοσυκλέτας και αυτοκινήτου, κατά την οποίαν ετραυματίσθησαν τέσσαρα άτομα. Οι τραυματίαι μετεφέρθησαν εις το νοσοκομείον. Η Τροχαία διενεργεί ανάκρισιν. (399, 704, 578, 787)
continuation-label: ΣΥΝΕΧΕΙΑ ΕΚ ΤΗΣ 1ης ΣΕΛΙΔΟΣ (623, 856, 794, 867)
divider (4, 2057, 392, 2058)
divider (399, 1214, 578, 1215)
divider (1192, 635, 1564, 638)
article-kasai (586, 4, 1184, 788)
article-uar-embassy (4, 2061, 392, 2324)
article-tito (399, 1217, 578, 1333)
article-kicker: ΑΕΝ ΕΥΡΕΘΗ Ο ΘΑΛΑΜΙΣΚΟΣ (409, 554, 568, 565)
divider (586, 792, 1566, 795)
article-headline: ΑΙ ΤΡΙΕΤΙΑΙ ΤΩΝ ΣΥΝΤΑΞΙΟΥΧΩΝ (399, 1482, 578, 1494)
article-east-germany-trade (1192, 1313, 1564, 1578)
continuation-label: ΣΥΝΕΧΕΙΑ ΕΚ ΤΗΣ 1ης ΣΕΛΙΔΟΣ (623, 1369, 794, 1381)
article-salamis (1372, 796, 1564, 1306)
divider (399, 1711, 578, 1712)
article-accident (399, 665, 578, 851)
article-subheadline: Ο ΚΑΛΟΝΤΖΗ ΚΑΤΑΓΓΕΛΛΕΙ ΒΙΑΙΟΤΗΤΑΣ ΩΣ ΚΑΙ ΣΦΑΓΗΝ ΕΝΟΣ ΤΩΝ ΥΠΟΥΡΓΩΝ ΤΟΥ (590, 151, 1180, 190)
article-subheadline-2: Ο κ. Χάμμερσκελντ διαμαρτύρεται εντόνως διότι δεν απεσύρθησαν εγκαίρως οι Βέλγοι (614, 196, 1155, 255)
article-apollo (4, 4, 392, 621)
divider (4, 1092, 392, 1095)
article-body: ΛΑΡΙΣΑ, 31. — Ο υφυπουργός κ. Θανόπουλος επεσκέφθη ορεινά χωριά της Θεσσαλίας, όπου ενημερώθη επί των προβλημάτων των κατοίκων. (399, 1740, 578, 1788)
article-body: ΛΑΜΙΑ, 31. — Πυρκαϊά εκδηλωθείσα εις δασικήν έκτασιν πλησίον των λουτρών της Υπάτης ηπείλησε τας εγκαταστάσεις, κατεσβέσθη όμως υπό των πυροσβεστών. (399, 1622, 578, 1670)
article-headline: ΥΠΟΓΡΑΦΗ Η ΕΛΛΗΝΟΟΛΛΑΝΔΙΚΗ ΣΥΜΦΩΝΙΑ ΔΙΑ ΤΗΝ ΑΞΙΟΠΟΙΗΣΙΝ ΤΩΝ ΕΔΑΦΩΝ ΕΙΣ ΤΗΝ ΑΝΑΘΑΛΑΣΣΑΝ ΤΟΥ ΜΕΣΟΛΟΓΓΙΟΥ (10, 853, 386, 902)
article-secret-agents (4, 629, 392, 845)
article-body: ΑΘΗΝΑΙ, 31. — Η Ένωσις των πολεμιστών διαμαρτύρεται διά τας απολύσεις υπαλλήλων του Άρειου Πάγου, ζητεί δε την επανεξέτασιν των αποφάσεων. (399, 1013, 578, 1061)
article-body: ΑΘΗΝΑΙ, 31. — Υπό του υπουργείου των Οικονομικών ανακοινούται ότι αι τριετίαι των συνταξιούχων θα καταβληθούν από του προσεχούς μηνός. (399, 1497, 578, 1545)
divider (4, 1907, 392, 1910)
article-body: ΑΘΗΝΑΙ, 31. — Ο υπουργός Συντονισμού κ. Αβέρωφ και ο πρεσβευτής της Ολλανδίας υπέγραψαν σήμερον συμφωνίαν διά την αξιοποίησιν των εδαφών της περιοχής Μεσολογγίου. Η συμφωνία προβλέπει την εκτέλεσιν έργων αποξηράνσεως και εγγειοβελτιωτικών έργων, διά των οποίων θα αποδοθούν εις την καλλιέργειαν μεγάλαι εκτάσεις. Τα έργα θα εκτελεσθούν υπό ολλανδικής εταιρείας, ειδικευμένης εις παρόμοια έργα. (4, 905, 392, 976)
